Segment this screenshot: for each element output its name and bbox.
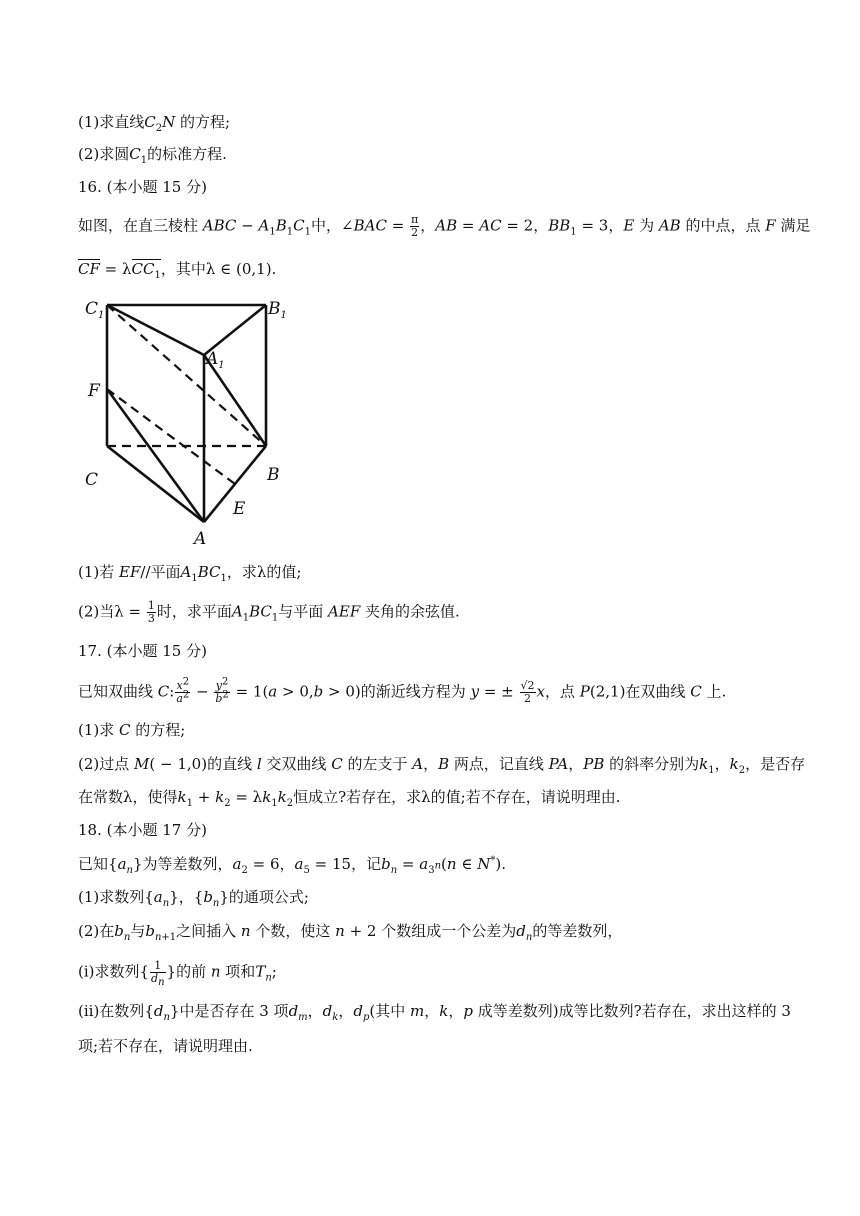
text: 平面 [150,563,181,581]
text: 项和 [220,962,256,981]
label-E: E [233,499,246,519]
text: 成等差数列)成等比数列?若存在，求出这样的 3 [472,1002,791,1020]
text: (ⅱ)在数列 [78,1002,145,1020]
q17-statement: 已知双曲线 C: $\frac{x^2}{a^2}$ − $\frac{y^2}{b^2}$ = 1(a > 0,b > 0)的渐近线方程为 y = ± $\frac{√2}{2}$ x，点 P(2,1)在双曲线 C 上. [78,676,727,705]
q18-part2-i: (ⅰ)求数列{ $\frac{1}{d_n}$ }的前 n 项和$T_n$; [78,959,277,989]
text: 中， [311,216,342,235]
text: (1)求 [78,721,120,739]
text: ，记 [351,855,382,873]
text: ， [533,216,549,235]
text: 两点，记直线 [449,755,549,773]
text: ， [568,755,584,773]
edge-C1B-dashed [107,305,266,446]
q18-statement: 已知$\{a_n\}$为等差数列，$a_2 = 6$，$a_5 = 15$，记$b_n = a_{3^n}(n$ ∈ N*). [78,855,506,876]
text: ，求λ的值; [226,563,302,581]
text: 上. [701,682,727,701]
text: 与平面 [278,602,329,621]
text: ， [279,855,295,873]
text: (1)求数列 [78,888,145,906]
text: 的等差数列， [532,922,623,940]
prism-diagram [80,292,300,552]
edge-FE-dashed [107,389,235,484]
text: ; [271,962,277,981]
q17-heading: 17. (本小题 15 分) [78,642,207,660]
label-F: F [88,381,100,401]
text: 时，求平面 [156,602,232,621]
q17-part2-line1: (2)过点 M( − 1,0)的直线 l 交双曲线 C 的左支于 A，B 两点，记直线 PA，PB 的斜率分别为$k_1$，$k_2$，是否存 [78,755,806,776]
q16-part1: (1)若 EF//平面$A_1BC_1$，求λ的值; [78,563,302,584]
text: ， [424,1002,440,1020]
text: . [501,855,506,873]
text: (2)当λ = [78,602,146,621]
text: 之间插入 [176,922,241,940]
text: 个数，使这 [250,922,336,940]
text: ， [307,1002,323,1020]
text: }的前 [166,962,211,981]
text: ， [178,888,194,906]
label-C: C [85,470,99,490]
q18-heading: 18. (本小题 17 分) [78,821,207,839]
text: (1)若 [78,563,120,581]
text: 在常数λ，使得 [78,788,178,806]
text: ， [338,1002,354,1020]
text: 的渐近线方程为 [360,682,471,701]
q17-part1: (1)求 C 的方程; [78,721,186,739]
label-C1: $C_1$ [85,299,105,321]
q15-part2: (2)求圆$C_1$的标准方程. [78,145,227,166]
edge-FA [107,389,204,522]
vertex-labels [85,299,287,549]
q18-part1: (1)求数列$\{a_n\}$，$\{b_n\}$的通项公式; [78,888,309,909]
text: 与 [130,922,146,940]
q18-part2-ii-line1: (ⅱ)在数列$\{d_n\}$中是否存在 3 项$d_m$，$d_k$，$d_p$(其中 m，k，p 成等差数列)成等比数列?若存在，求出这样的 3 [78,1002,791,1023]
text: 在双曲线 [625,682,691,701]
solid-edges [107,305,266,522]
dashed-edges [107,305,266,484]
edge-B1A1 [204,305,266,355]
text: (1)求直线 [78,113,145,131]
text: 的斜率分别为 [604,755,700,773]
text: 为 [634,216,659,235]
text: 的通项公式; [228,888,309,906]
q17-part2-line2: 在常数λ，使得$k_1 + k_2 = \lambda k_1k_2$恒成立?若存在，求λ的值;若不存在，请说明理由. [78,788,621,809]
text: (2)求圆 [78,145,130,163]
text: ， [420,216,436,235]
text: 恒成立?若存在，求λ的值;若不存在，请说明理由. [293,788,621,806]
text: 的中点，点 [680,216,766,235]
q15-part1: (1)求直线$C_2N$ 的方程; [78,113,231,134]
text: 夹角的余弦值. [360,602,460,621]
label-A: A [194,529,207,549]
text: ，其中λ ∈ (0,1). [160,260,277,278]
q18-part2: (2)在$b_n$与$b_{n+1}$之间插入 n 个数，使这 n + 2 个数组成一个公差为$d_n$的等差数列， [78,922,623,943]
text: 的标准方程. [147,145,227,163]
text: 的方程; [175,113,231,131]
text: ， [608,216,624,235]
text: 满足 [775,216,811,235]
text: (其中 [369,1002,410,1020]
text: 的方程; [130,721,186,739]
q16-part2: (2)当λ = $\frac{1}{3}$ 时，求平面$A_1BC_1$与平面 AEF 夹角的余弦值. [78,599,460,625]
text: 交双曲线 [261,755,332,773]
text: 如图，在直三棱柱 [78,216,203,235]
label-B1: $B_1$ [268,299,287,321]
prism-figure [80,292,300,556]
text: 为等差数列， [142,855,233,873]
text: 已知双曲线 [78,682,158,701]
text: ， [448,1002,464,1020]
text: ，是否存 [745,755,806,773]
text: ， [714,755,730,773]
label-B: B [267,465,280,485]
text: 的左支于 [342,755,413,773]
text: (ⅰ)求数列{ [78,962,150,981]
q16-statement-line1: 如图，在直三棱柱 ABC − $A_1B_1C_1$中，∠BAC = $\frac{\pi}{2}$ ，AB = AC = 2，$BB_1 = 3$，E 为 AB 的中点，点 F 满足 [78,213,811,239]
text: (2)过点 [78,755,135,773]
text: (2)在 [78,922,115,940]
text: 已知 [78,855,109,873]
label-A1: $A_1$ [206,349,225,371]
text: ，点 [544,682,580,701]
text: ， [423,755,439,773]
text: 的直线 [207,755,257,773]
q16-heading: 16. (本小题 15 分) [78,178,207,196]
q18-part2-ii-line2: 项;若不存在，请说明理由. [78,1037,253,1055]
text: 中是否存在 3 项 [179,1002,289,1020]
text: 个数组成一个公差为 [376,922,517,940]
q16-statement-line2: CF = λCC$_1$，其中λ ∈ (0,1). [78,260,277,281]
